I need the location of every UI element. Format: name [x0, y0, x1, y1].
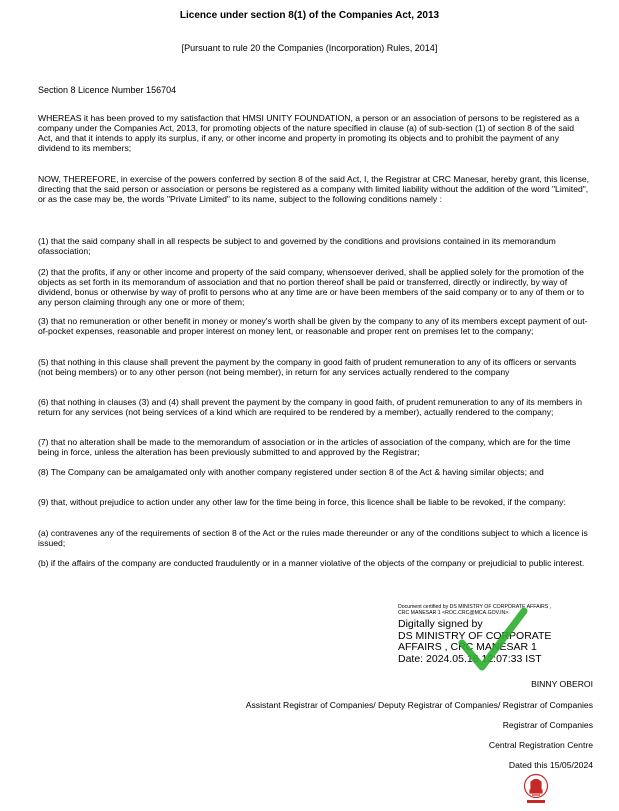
page-title: Licence under section 8(1) of the Companies Act, 2013 — [179, 10, 440, 21]
condition-9: (9) that, without prejudice to action under any other law for the time being in force, this licence shall be liable to be revoked, if the company: — [38, 497, 566, 507]
certification-note: Document certified by DS MINISTRY OF CORPORATE AFFAIRS , CRC MANESAR 1 <ROC.CRC@MCA.GOV.IN>. — [398, 604, 552, 616]
now-therefore-paragraph: NOW, THEREFORE, in exercise of the powers conferred by section 8 of the said Act, I, the Registrar at CRC Manesar, hereby grant, this license, directing that the said person or association or persons be registered as a company with limited liability without the addition of the word "Limited", or as the case may be, the words "Private Limited" to its name, subject to the following conditions namely : — [38, 174, 590, 204]
signature-date: Date: 2024.05.16 12:07:33 IST — [398, 652, 542, 665]
subtitle: [Pursuant to rule 20 the Companies (Incorporation) Rules, 2014] — [181, 43, 438, 53]
signature-line-1: Digitally signed by — [398, 618, 483, 630]
condition-7: (7) that no alteration shall be made to the memorandum of association or in the articles of association of the company, which are for the time being in force, unless the alteration has been previously submitted to and approved by the Registrar; — [38, 437, 571, 457]
condition-2: (2) that the profits, if any or other income and property of the said company, whensoever derived, shall be applied solely for the promotion of the objects as set forth in its memorandum of association and that no portion thereof shall be paid or transferred, directly or indirectly, by way of dividend, bonus or otherwise by way of profit to persons who at any time are or have been members of the said company or to any of them or to any person claiming through any one or more of them; — [38, 267, 584, 307]
signatory-centre: Central Registration Centre — [488, 740, 593, 750]
signature-line-3: AFFAIRS , CRC MANESAR 1 — [398, 641, 537, 653]
condition-a: (a) contravenes any of the requirements of section 8 of the Act or the rules made thereunder or any of the conditions subject to which a licence is issued; — [38, 528, 588, 548]
condition-b: (b) if the affairs of the company are conducted fraudulently or in a manner violative of the objects of the company or prejudicial to public interest. — [38, 558, 585, 568]
signatory-office: Registrar of Companies — [502, 720, 593, 730]
signatory-name: BINNY OBEROI — [531, 679, 593, 689]
dated-line: Dated this 15/05/2024 — [508, 760, 593, 770]
condition-6: (6) that nothing in clauses (3) and (4) shall prevent the payment by the company in good faith, of prudent remuneration to any of its members in return for any services (not being services of a kind which are required to be rendered by a member), actually rendered to the company; — [38, 397, 583, 417]
condition-1: (1) that the said company shall in all respects be subject to and governed by the conditions and provisions contained in its memorandum ofassociation; — [38, 236, 556, 256]
condition-8: (8) The Company can be amalgamated only with another company registered under section 8 of the Act & having similar objects; and — [38, 467, 544, 477]
condition-5: (5) that nothing in this clause shall prevent the payment by the company in good faith of prudent remuneration to any of its officers or servants (not being members) or to any other person (not being member), in return for any services actually rendered to the company — [38, 357, 577, 377]
signature-valid-check-icon — [458, 607, 528, 673]
signature-line-2: DS MINISTRY OF CORPORATE — [398, 629, 552, 642]
licence-number: Section 8 Licence Number 156704 — [38, 85, 177, 95]
national-emblem-icon — [523, 773, 549, 805]
whereas-paragraph: WHEREAS it has been proved to my satisfaction that HMSI UNITY FOUNDATION, a person or an association of persons to be registered as a company under the Companies Act, 2013, for promoting objects of the nature specified in clause (a) of sub-section (1) of section 8 of the said Act, and that it intends to apply its surplus, if any, or other income and property in promoting its objects and to prohibit the payment of any dividend to its members; — [38, 113, 580, 153]
condition-3: (3) that no remuneration or other benefit in money or money's worth shall be given by the company to any of its members except payment of out-of-pocket expenses, reasonable and proper interest on money lent, or reasonable and proper rent on premises let to the company; — [38, 316, 588, 336]
signatory-designation: Assistant Registrar of Companies/ Deputy Registrar of Companies/ Registrar of Companies — [245, 700, 593, 710]
